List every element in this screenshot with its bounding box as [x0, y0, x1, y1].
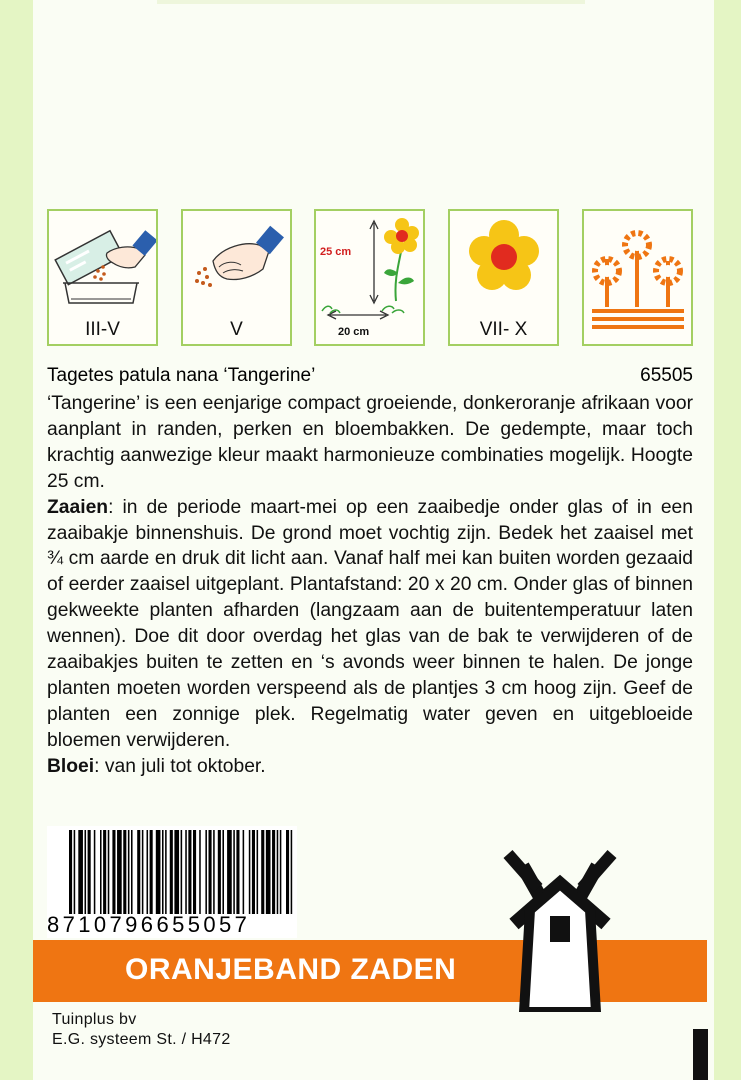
edge-mark [693, 1029, 708, 1080]
width-label: 20 cm [338, 326, 370, 338]
flowers-in-bed-icon [584, 211, 691, 344]
icon-box-sow-under-glass [47, 209, 158, 346]
barcode [47, 826, 297, 938]
height-label: 25 cm [320, 246, 352, 258]
sowing-text: : in de periode maart-mei op een zaaibedje onder glas of in een zaaibakje binnenshuis. De grond moet vochtig zijn. Bedek het zaaisel met ¾ cm aarde en druk dit licht aan. Vanaf half mei kan buiten worden gezaaid of eerder zaaisel uitgeplant. Plantafstand: 20 x 20 cm. Onder glas of binnen gekweekte planten afharden (langzaam aan de buitentemperatuur laten wennen). Doe dit door overdag het glas van de bak te verwijderen of de zaaibakjes buiten te zetten en ‘s avonds weer binnen te halen. De jonge planten moeten worden verspeend als de plantjes 3 cm hoog zijn. Geef de planten een zonnige plek. Regelmatig water geven en uitgebloeide bloemen verwijderen. [47, 496, 693, 751]
sowing-paragraph [47, 495, 693, 754]
barcode-bars [47, 826, 297, 916]
footer-code: E.G. systeem St. / H472 [52, 1031, 231, 1048]
sowing-heading: Zaaien [47, 496, 109, 518]
barcode-digits: 8710796655057 [47, 912, 251, 937]
icon-label-sow-under-glass: III-V [85, 319, 120, 340]
footer-company: Tuinplus bv [52, 1011, 137, 1028]
icon-box-bloom-period [448, 209, 559, 346]
description-text [47, 391, 693, 780]
intro-paragraph: ‘Tangerine’ is een eenjarige compact groeiende, donkeroranje afrikaan voor aanplant in randen, perken en bloembakken. De gedempte, maar toch krachtig aanwezige kleur maakt harmonieuze combinaties mogelijk. Hoogte 25 cm. [47, 393, 693, 492]
product-title-row [47, 365, 693, 391]
icon-box-sow-outdoors [181, 209, 292, 346]
windmill-logo [500, 846, 620, 1012]
icon-label-bloom-period: VII- X [479, 319, 528, 340]
bloom-paragraph [47, 754, 693, 780]
icon-box-flowers-in-bed [582, 209, 693, 346]
icon-label-sow-outdoors: V [230, 319, 243, 340]
bloom-text: : van juli tot oktober. [94, 755, 266, 777]
spacing-flower [384, 218, 419, 254]
product-name: Tagetes patula nana ‘Tangerine’ [47, 365, 316, 386]
top-strip [157, 0, 585, 4]
brand-name: ORANJEBAND ZADEN [125, 953, 457, 986]
product-code: 65505 [640, 365, 693, 386]
icon-box-plant-spacing [314, 209, 425, 346]
bloom-heading: Bloei [47, 755, 95, 777]
plant-spacing-icon [316, 211, 423, 344]
